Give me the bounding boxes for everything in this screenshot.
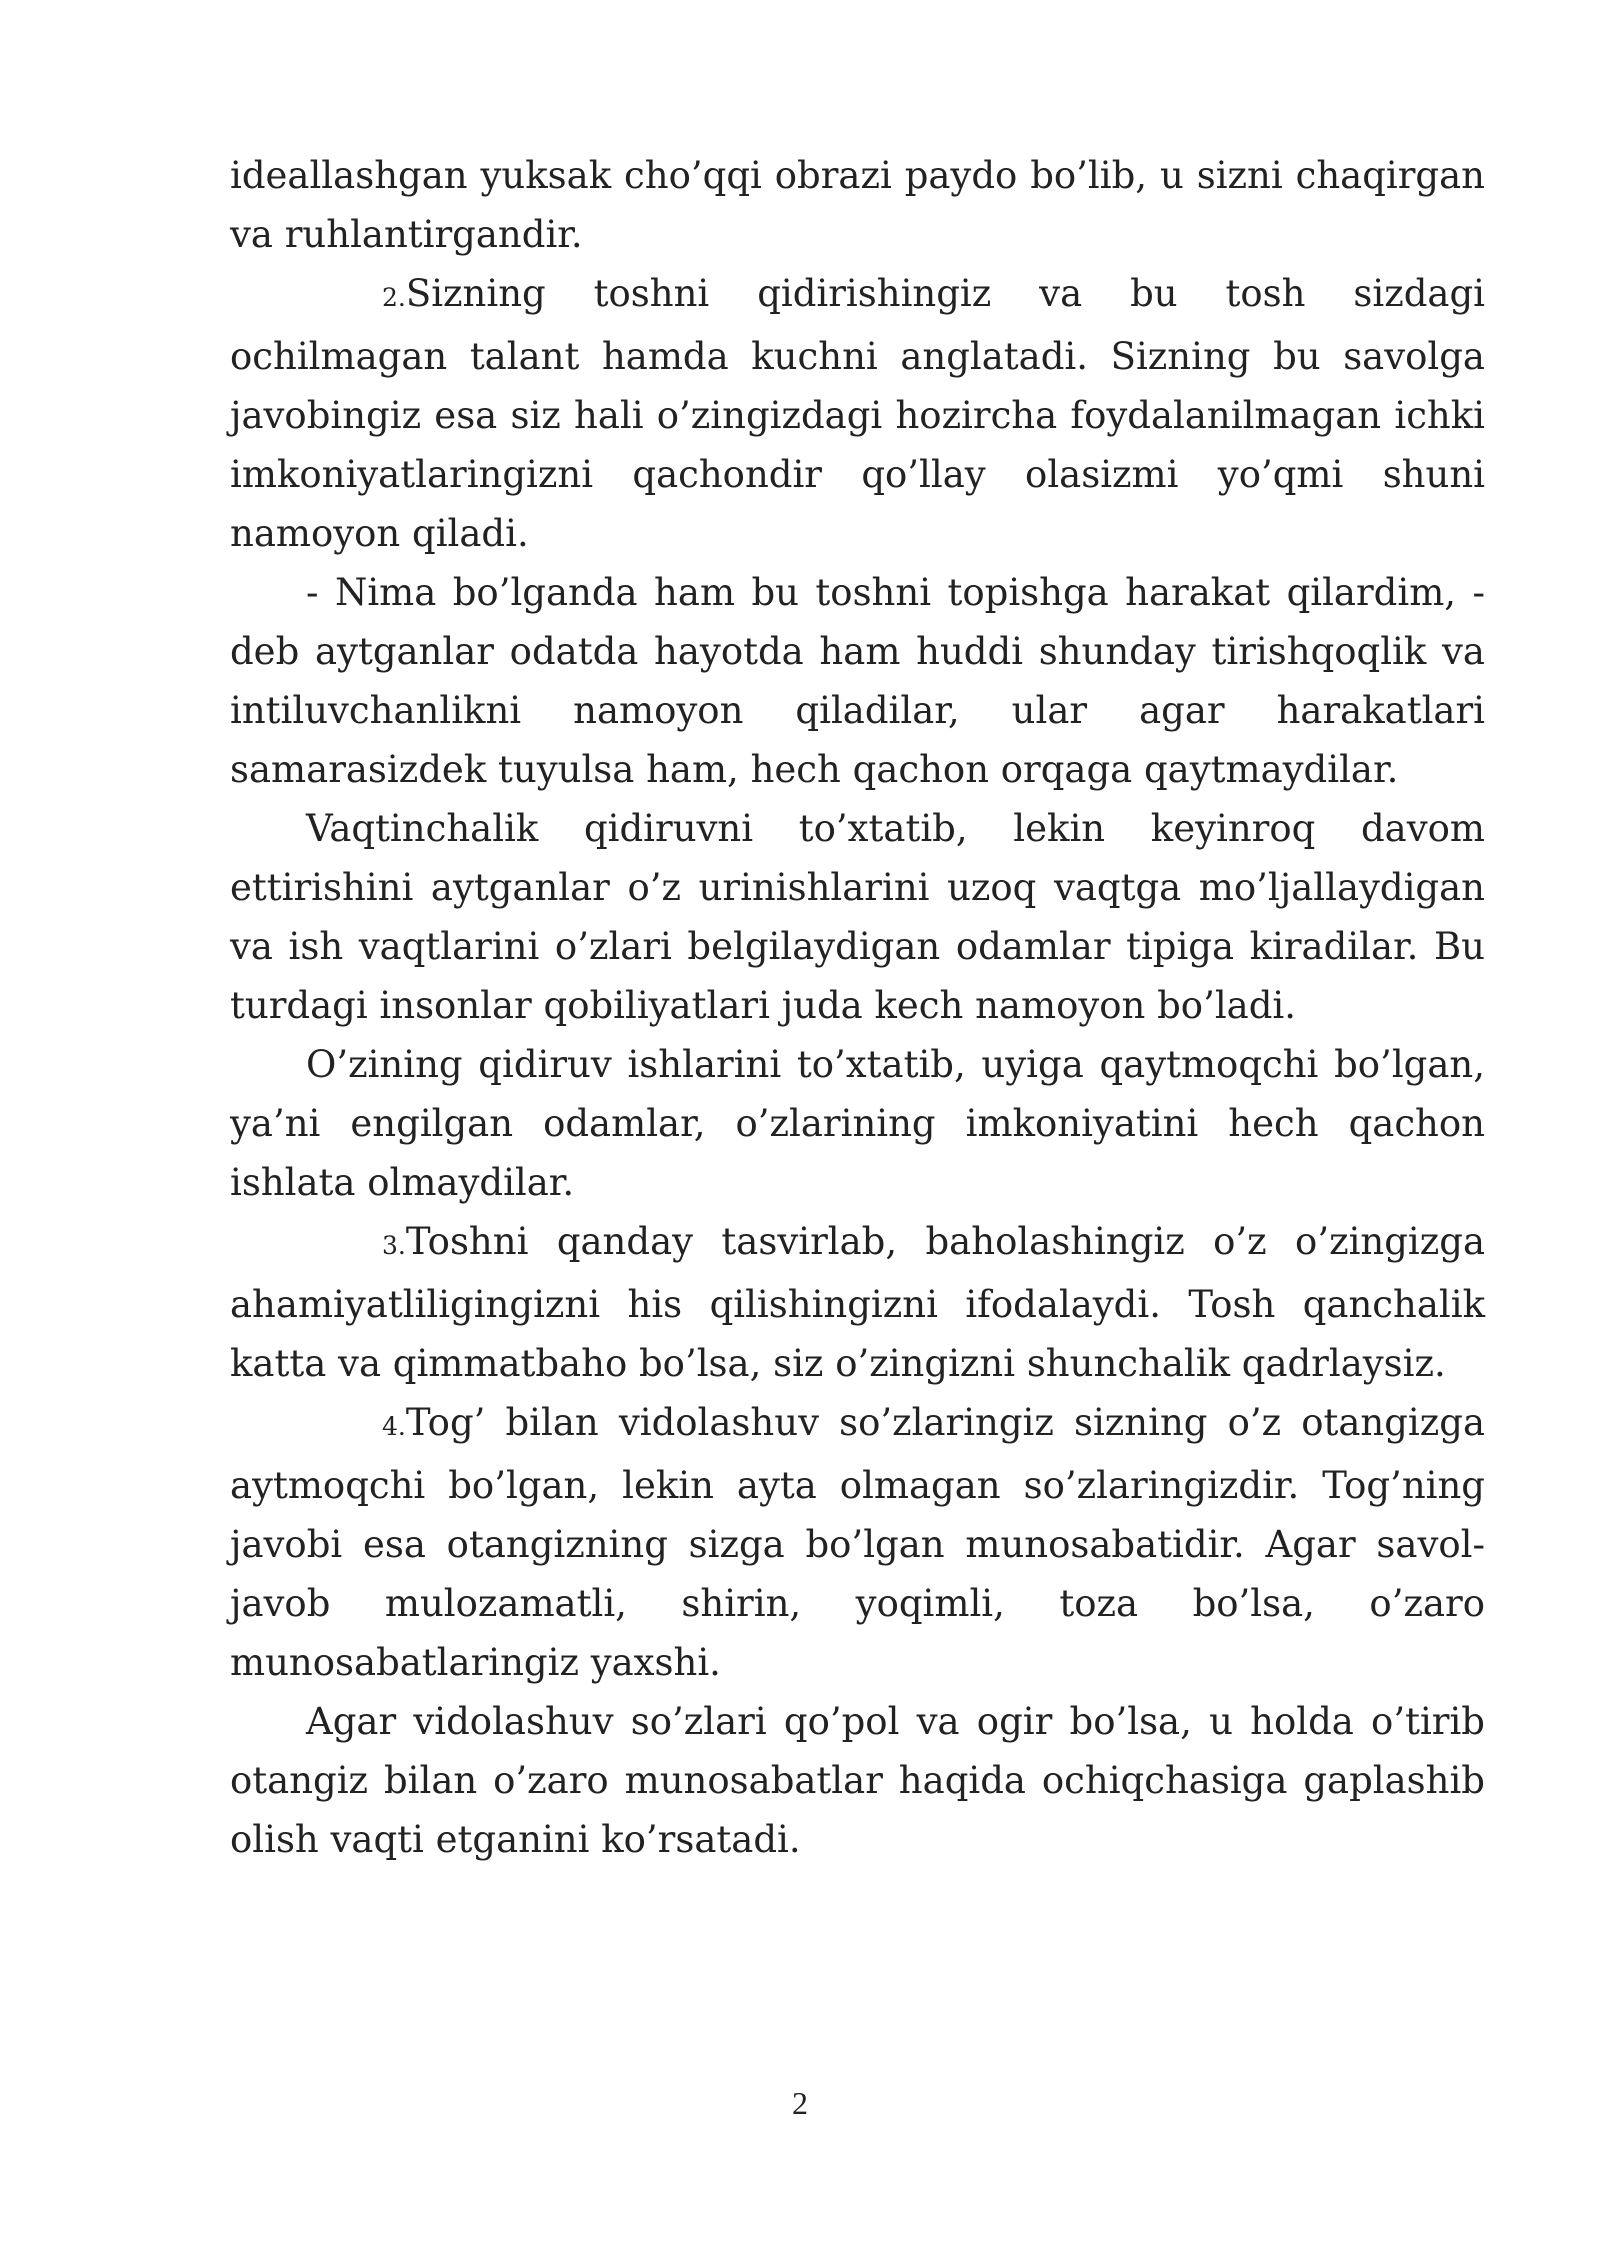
paragraph-text: Toshni qanday tasvirlab, baholashingiz o’z o’zingizga ahamiyatliligingizni his qilishingizni ifodalaydi. Tosh qanchalik katta va qimmatbaho bo’lsa, siz o’zingizni shunchalik qadrlaysiz. <box>230 1220 1485 1385</box>
numbered-paragraph-4 <box>230 1393 1485 1692</box>
paragraph-text: O’zining qidiruv ishlarini to’xtatib, uyiga qaytmoqchi bo’lgan, ya’ni engilgan odamlar, o’zlarining imkoniyatini hech qachon ishlata olmaydilar. <box>230 1043 1485 1204</box>
paragraph-text: Agar vidolashuv so’zlari qo’pol va ogir bo’lsa, u holda o’tirib otangiz bilan o’zaro munosabatlar haqida ochiqchasiga gaplashib olish vaqti etganini ko’rsatadi. <box>230 1700 1485 1861</box>
paragraph <box>230 799 1485 1035</box>
numbered-paragraph-2 <box>230 264 1485 563</box>
paragraph-text: ideallashgan yuksak cho’qqi obrazi paydo bo’lib, u sizni chaqirgan va ruhlantirgandir. <box>230 154 1485 256</box>
page-number: 2 <box>792 2085 808 2121</box>
list-number: 3. <box>382 1231 406 1260</box>
paragraph-continuation <box>230 146 1485 264</box>
paragraph-dialogue <box>230 563 1485 799</box>
list-number: 2. <box>382 283 406 312</box>
paragraph-text: - Nima bo’lganda ham bu toshni topishga harakat qilardim, - deb aytganlar odatda hayotda ham huddi shunday tirishqoqlik va intiluvchanlikni namoyon qiladilar, ular agar harakatlari samarasizdek tuyulsa ham, hech qachon orqaga qaytmaydilar. <box>230 571 1485 791</box>
paragraph-text: Vaqtinchalik qidiruvni to’xtatib, lekin keyinroq davom ettirishini aytganlar o’z urinishlarini uzoq vaqtga mo’ljallaydigan va ish vaqtlarini o’zlari belgilaydigan odamlar tipiga kiradilar. Bu turdagi insonlar qobiliyatlari juda kech namoyon bo’ladi. <box>230 807 1485 1027</box>
list-number: 4. <box>382 1412 406 1441</box>
paragraph <box>230 1035 1485 1212</box>
body-text <box>230 146 1485 1869</box>
paragraph-text: Sizning toshni qidirishingiz va bu tosh sizdagi ochilmagan talant hamda kuchni anglatadi. Sizning bu savolga javobingiz esa siz hali o’zingizdagi hozircha foydalanilmagan ichki imkoniyatlaringizni qachondir qo’llay olasizmi yo’qmi shuni namoyon qiladi. <box>230 272 1485 555</box>
paragraph-text: Tog’ bilan vidolashuv so’zlaringiz sizning o’z otangizga aytmoqchi bo’lgan, lekin ayta olmagan so’zlaringizdir. Tog’ning javobi esa otangizning sizga bo’lgan munosabatidir. Agar savol-javob mulozamatli, shirin, yoqimli, toza bo’lsa, o’zaro munosabatlaringiz yaxshi. <box>230 1401 1485 1684</box>
paragraph <box>230 1692 1485 1869</box>
numbered-paragraph-3 <box>230 1212 1485 1393</box>
